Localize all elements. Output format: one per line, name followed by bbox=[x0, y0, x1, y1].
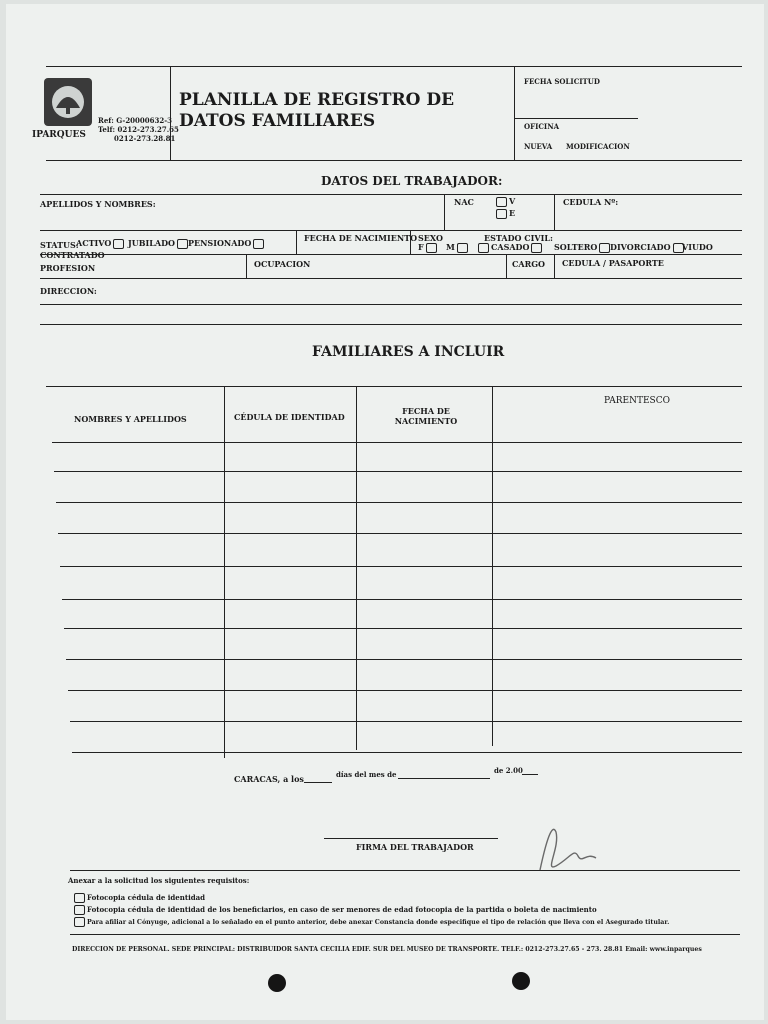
col-nombres: NOMBRES Y APELLIDOS bbox=[74, 414, 187, 424]
punch-hole-left bbox=[268, 974, 286, 992]
modificacion-label: MODIFICACION bbox=[566, 142, 630, 151]
family-row-line[interactable] bbox=[54, 471, 742, 472]
checkbox-req-3[interactable] bbox=[74, 917, 85, 927]
checkbox-f[interactable] bbox=[426, 243, 437, 253]
req-item-2[interactable] bbox=[72, 905, 597, 915]
checkbox-activo[interactable] bbox=[113, 239, 124, 249]
fecha-nacimiento-label: FECHA DE NACIMIENTO bbox=[304, 233, 418, 243]
estado-civil-label: ESTADO CIVIL: bbox=[484, 233, 553, 243]
status-label: STATUS: bbox=[40, 240, 79, 250]
checkbox-jubilado[interactable] bbox=[177, 239, 188, 249]
sexo-label: SEXO bbox=[418, 233, 443, 243]
nac-e-option[interactable] bbox=[494, 208, 515, 219]
family-row-line[interactable] bbox=[72, 752, 742, 753]
fecha-nac-divider bbox=[296, 230, 297, 254]
footer-rule-2 bbox=[70, 934, 740, 935]
ocupacion-divider bbox=[246, 254, 247, 278]
worker-rule-1 bbox=[40, 194, 742, 195]
sexo-m-option[interactable] bbox=[446, 242, 470, 253]
family-row-line[interactable] bbox=[68, 690, 742, 691]
form-title-line-1: PLANILLA DE REGISTRO DE bbox=[179, 90, 455, 110]
family-row-line[interactable] bbox=[70, 721, 742, 722]
profesion-label: PROFESION bbox=[40, 263, 96, 273]
req-item-3[interactable] bbox=[72, 917, 732, 927]
checkbox-soltero[interactable] bbox=[599, 243, 610, 253]
checkbox-casado[interactable] bbox=[531, 243, 542, 253]
family-row-line[interactable] bbox=[62, 599, 742, 600]
header-divider bbox=[170, 66, 171, 160]
signature-mark bbox=[526, 812, 616, 882]
nueva-label: NUEVA bbox=[524, 142, 553, 151]
logo-label: IPARQUES bbox=[32, 130, 86, 140]
req-3-text: Para afiliar al Cónyuge, adicional a lo señalado en el punto anterior, debe anexar Constancia donde especifique el tipo de relación que lleva con el Asegurado titular. bbox=[87, 919, 670, 926]
ref-line: Ref: G-20000632-3 bbox=[98, 116, 173, 125]
divorciado-text: DIVORCIADO bbox=[610, 242, 671, 252]
soltero-text: SOLTERO bbox=[554, 242, 598, 252]
oficina-label: OFICINA bbox=[524, 122, 560, 131]
header-bottom-rule bbox=[46, 160, 742, 161]
checkbox-req-1[interactable] bbox=[74, 893, 85, 903]
family-col-divider-2 bbox=[356, 386, 357, 750]
req-item-1[interactable] bbox=[72, 893, 205, 903]
sexo-f-text: F bbox=[418, 242, 424, 252]
nac-v-text: V bbox=[509, 196, 516, 206]
firma-line[interactable] bbox=[324, 838, 498, 839]
cargo-label: CARGO bbox=[512, 259, 546, 269]
year-label: de 2.00 bbox=[494, 766, 523, 775]
nac-divider bbox=[444, 194, 445, 230]
sexo-f-option[interactable] bbox=[418, 242, 439, 253]
family-section-title: FAMILIARES A INCLUIR bbox=[312, 344, 505, 360]
nac-v-option[interactable] bbox=[494, 196, 515, 207]
address-line: DIRECCIÓN DE PERSONAL. SEDE PRINCIPAL: DISTRIBUIDOR SANTA CECILIA EDIF. SUR DEL MUSEO DE TRANSPORTE. TELF.: 0212-273.27.65 - 273. 28.81 Email: www.inparques bbox=[72, 946, 702, 953]
activo-text: ACTIVO bbox=[76, 238, 112, 248]
nac-label: NAC bbox=[454, 197, 474, 207]
apellidos-label: APELLIDOS Y NOMBRES: bbox=[40, 199, 156, 209]
phone-line-2: 0212-273.28.81 bbox=[114, 134, 176, 143]
jubilado-text: JUBILADO bbox=[128, 238, 176, 248]
header-divider-right bbox=[514, 66, 515, 160]
col-cedula: CÉDULA DE IDENTIDAD bbox=[234, 412, 345, 422]
checkbox-e[interactable] bbox=[496, 209, 507, 219]
cargo-divider bbox=[506, 254, 507, 278]
dias-label: días del mes de bbox=[336, 770, 397, 779]
checkbox-v[interactable] bbox=[496, 197, 507, 207]
firma-label: FIRMA DEL TRABAJADOR bbox=[356, 842, 474, 852]
cedula-pasaporte-divider bbox=[554, 254, 555, 278]
worker-rule-3 bbox=[40, 254, 742, 255]
sexo-m-text: M bbox=[446, 242, 455, 252]
footer-rule-1 bbox=[70, 870, 740, 871]
punch-hole-right bbox=[512, 972, 530, 990]
family-row-line[interactable] bbox=[60, 566, 742, 567]
cedula-pasaporte-label: CEDULA / PASAPORTE bbox=[562, 258, 664, 268]
direccion-line-2[interactable] bbox=[40, 324, 742, 325]
req-1-text: Fotocopia cédula de identidad bbox=[87, 893, 206, 902]
nac-e-text: E bbox=[509, 208, 516, 218]
form-sheet bbox=[6, 4, 764, 1020]
estado-soltero[interactable] bbox=[554, 242, 612, 253]
phone-line-1: Telf: 0212-273.27.65 bbox=[98, 125, 179, 134]
estado-viudo[interactable] bbox=[682, 242, 713, 252]
caracas-label: CARACAS, a los bbox=[234, 774, 304, 784]
worker-rule-4 bbox=[40, 278, 742, 279]
mes-blank[interactable] bbox=[398, 778, 490, 779]
checkbox-m[interactable] bbox=[457, 243, 468, 253]
col-parentesco: PARENTESCO bbox=[604, 396, 670, 406]
req-2-text: Fotocopia cédula de identidad de los beneficiarios, en caso de ser menores de edad fotocopia de la partida o boleta de nacimiento bbox=[87, 905, 597, 914]
ocupacion-label: OCUPACION bbox=[254, 259, 311, 269]
worker-rule-2 bbox=[40, 230, 742, 231]
status-pensionado[interactable] bbox=[188, 238, 266, 249]
fecha-solicitud-label: FECHA SOLICITUD bbox=[524, 77, 600, 86]
checkbox-casado-pre[interactable] bbox=[478, 243, 489, 253]
family-table-top bbox=[46, 386, 742, 387]
cedula-divider bbox=[554, 194, 555, 230]
form-title-line-2: DATOS FAMILIARES bbox=[179, 111, 376, 131]
direccion-line-1[interactable] bbox=[40, 304, 742, 305]
estado-divorciado[interactable] bbox=[610, 242, 686, 253]
viudo-text: VIUDO bbox=[682, 242, 713, 252]
casado-text: CASADO bbox=[491, 242, 530, 252]
family-row-line[interactable] bbox=[52, 442, 742, 443]
family-row-line[interactable] bbox=[56, 502, 742, 503]
family-row-line[interactable] bbox=[66, 659, 742, 660]
requisitos-title: Anexar a la solicitud los siguientes requisitos: bbox=[68, 876, 250, 885]
worker-section-title: DATOS DEL TRABAJADOR: bbox=[321, 174, 503, 188]
checkbox-req-2[interactable] bbox=[74, 905, 85, 915]
logo-icon bbox=[38, 74, 96, 134]
checkbox-pensionado[interactable] bbox=[253, 239, 264, 249]
status-jubilado[interactable] bbox=[128, 238, 190, 249]
pensionado-text: PENSIONADO bbox=[188, 238, 252, 248]
dias-blank[interactable] bbox=[304, 782, 332, 783]
cedula-label: CEDULA Nº: bbox=[563, 197, 619, 207]
family-row-line[interactable] bbox=[64, 628, 742, 629]
family-row-line[interactable] bbox=[58, 533, 742, 534]
year-blank[interactable] bbox=[522, 774, 538, 775]
col-fecha-nacimiento: FECHA DE NACIMIENTO bbox=[394, 406, 458, 426]
header-top-rule bbox=[46, 66, 742, 67]
direccion-label: DIRECCION: bbox=[40, 286, 97, 296]
sexo-divider bbox=[410, 230, 411, 254]
status-activo[interactable] bbox=[76, 238, 126, 249]
estado-casado[interactable] bbox=[476, 242, 544, 253]
fecha-solicitud-rule bbox=[514, 118, 638, 119]
contratado-label: CONTRATADO bbox=[40, 250, 105, 260]
